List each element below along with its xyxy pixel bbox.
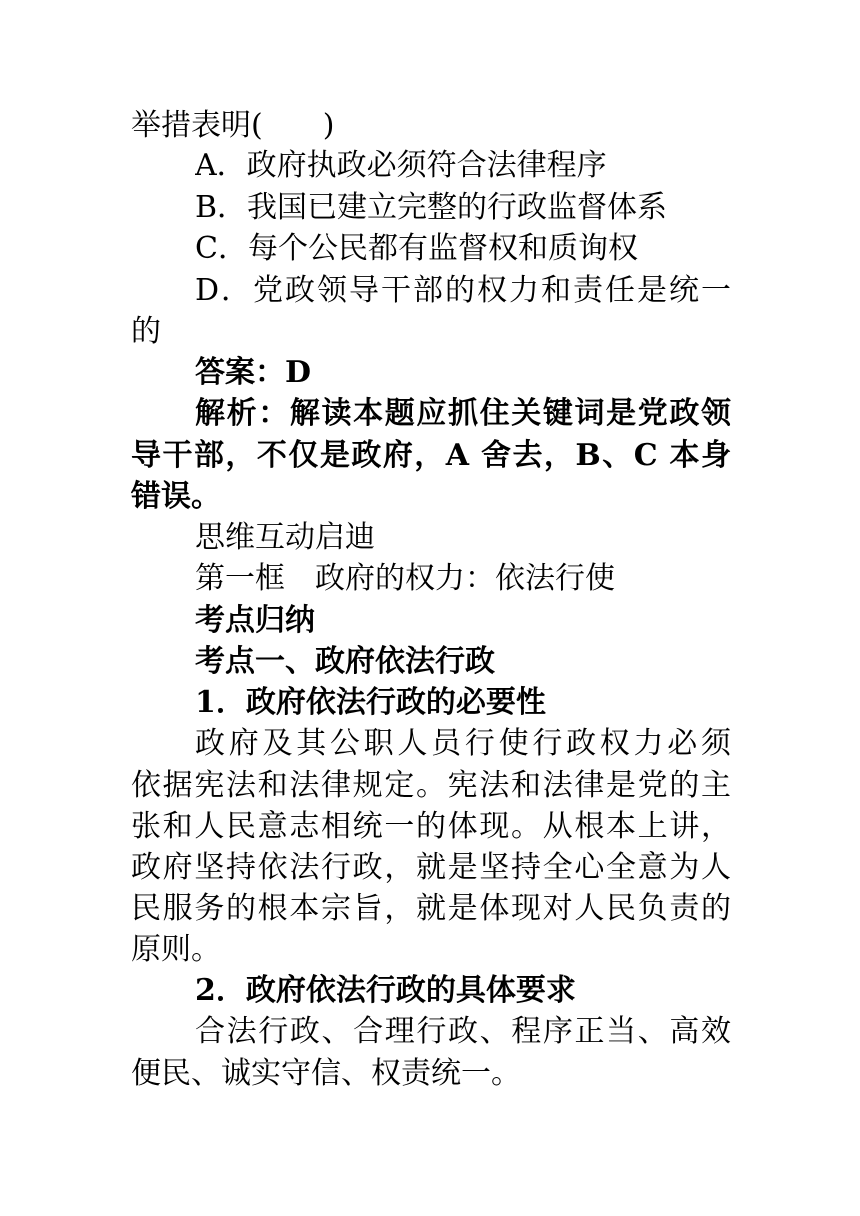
section-title: 思维互动启迪 <box>195 520 375 555</box>
option-a: A．政府执政必须符合法律程序 <box>195 148 607 183</box>
option-d-continued: 的 <box>131 314 161 349</box>
sub1-paragraph-line-1: 政府及其公职人员行使行政权力必须 <box>195 726 731 761</box>
sub2-heading: 2．政府依法行政的具体要求 <box>195 973 576 1008</box>
sub2-paragraph-line-2: 便民、诚实守信、权责统一。 <box>131 1056 521 1091</box>
sub1-paragraph-line-2: 依据宪法和法律规定。宪法和法律是党的主 <box>131 768 731 803</box>
question-stem-tail: 举措表明( ) <box>131 108 335 143</box>
option-c: C．每个公民都有监督权和质询权 <box>195 231 638 266</box>
summary-heading: 考点归纳 <box>195 603 315 638</box>
sub1-paragraph-line-3: 张和人民意志相统一的体现。从根本上讲， <box>131 809 731 844</box>
sub1-heading: 1．政府依法行政的必要性 <box>195 685 546 720</box>
analysis-line-1: 解析：解读本题应抓住关键词是党政领 <box>195 396 731 431</box>
answer-label: 答案：D <box>195 355 312 390</box>
sub1-paragraph-line-4: 政府坚持依法行政，就是坚持全心全意为人 <box>131 850 731 885</box>
sub1-paragraph-line-6: 原则。 <box>131 932 221 967</box>
point-one-heading: 考点一、政府依法行政 <box>195 644 495 679</box>
option-d: D．党政领导干部的权力和责任是统一 <box>195 273 731 308</box>
analysis-line-3: 错误。 <box>131 479 221 514</box>
sub1-paragraph-line-5: 民服务的根本宗旨，就是体现对人民负责的 <box>131 891 731 926</box>
option-b: B．我国已建立完整的行政监督体系 <box>195 190 668 225</box>
frame-heading: 第一框 政府的权力：依法行使 <box>195 561 615 596</box>
sub2-paragraph-line-1: 合法行政、合理行政、程序正当、高效 <box>195 1014 731 1049</box>
analysis-line-2: 导干部，不仅是政府，A 舍去，B、C 本身 <box>131 438 731 473</box>
